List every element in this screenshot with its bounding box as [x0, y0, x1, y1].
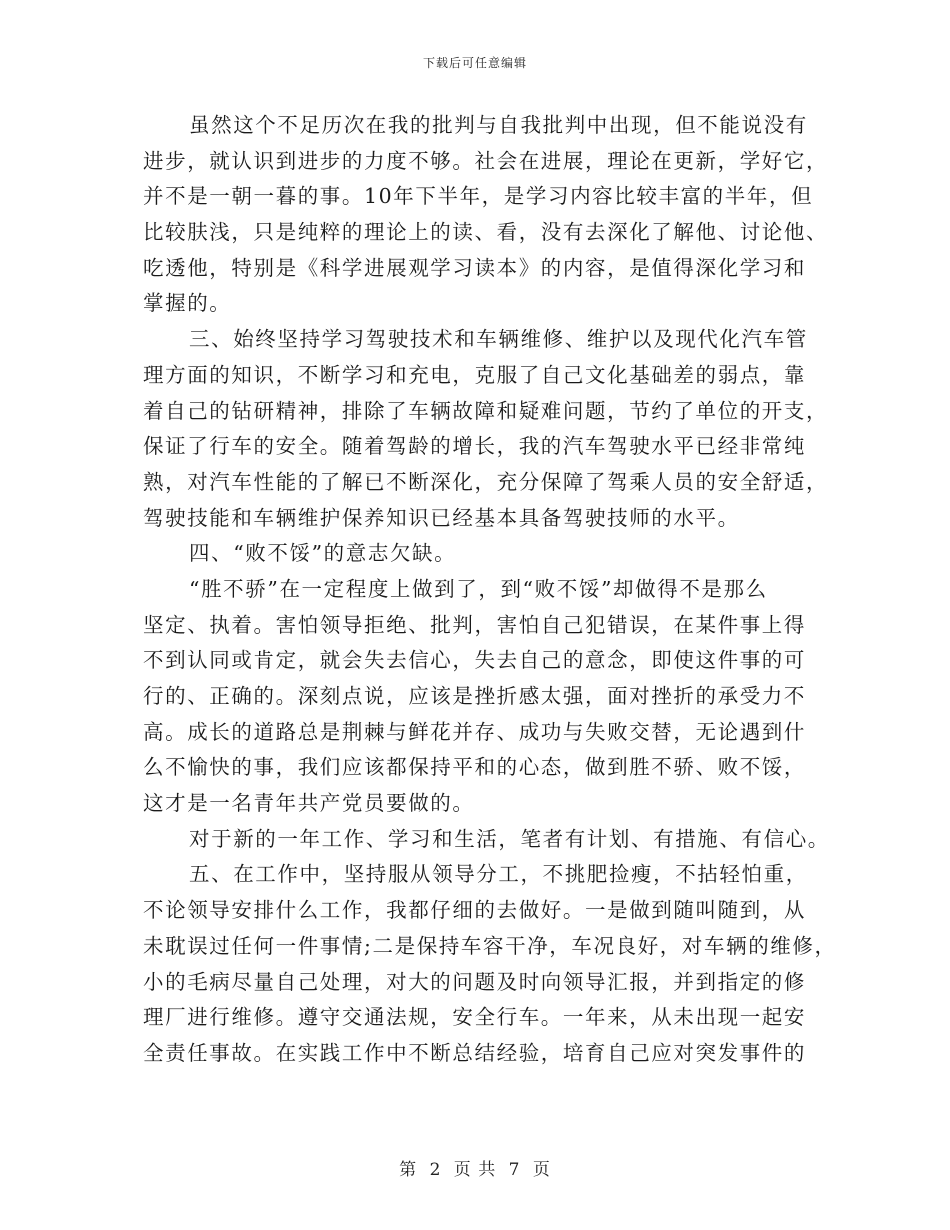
text-line: 驾驶技能和车辆维护保养知识已经基本具备驾驶技师的水平。	[143, 505, 740, 530]
text-line: 行的、正确的。深刻点说，应该是挫折感太强，面对挫折的承受力不	[143, 684, 806, 708]
footer-total-pages: 7	[508, 1160, 521, 1180]
text-line: 坚定、执着。害怕领导拒绝、批判，害怕自己犯错误，在某件事上得	[143, 612, 806, 637]
text-line: 掌握的。	[143, 291, 232, 316]
text-line: 全责任事故。在实践工作中不断总结经验，培育自己应对突发事件的	[143, 1040, 806, 1065]
footer-suffix: 页	[532, 1160, 551, 1180]
page-footer	[0, 1155, 950, 1180]
text-line: 并不是一朝一暮的事。10年下半年，是学习内容比较丰富的半年，但	[143, 184, 814, 209]
text-line: 进步，就认识到进步的力度不够。社会在进展，理论在更新，学好它，	[143, 148, 829, 173]
text-line: 比较肤浅，只是纯粹的理论上的读、看，没有去深化了解他、讨论他、	[143, 220, 829, 245]
footer-current-page: 2	[429, 1160, 442, 1180]
text-line: 不论领导安排什么工作，我都仔细的去做好。一是做到随叫随到，从	[143, 898, 806, 923]
text-line: 小的毛病尽量自己处理，对大的问题及时向领导汇报，并到指定的修	[143, 969, 806, 994]
text-line: 吃透他，特别是《科学进展观学习读本》的内容，是值得深化学习和	[143, 255, 806, 280]
text-line: 高。成长的道路总是荆棘与鲜花并存、成功与失败交替，无论遇到什	[143, 719, 806, 744]
text-line: 么不愉快的事，我们应该都保持平和的心态，做到胜不骄、败不馁，	[143, 755, 806, 780]
text-line: 不到认同或肯定，就会失去信心，失去自己的意念，即使这件事的可	[143, 648, 806, 673]
text-line: 五、在工作中，坚持服从领导分工，不挑肥捡瘦，不拈轻怕重，	[189, 862, 808, 887]
footer-prefix: 第	[399, 1160, 418, 1180]
text-line: 四、“败不馁”的意志欠缺。	[189, 541, 457, 566]
text-line: 着自己的钻研精神，排除了车辆故障和疑难问题，节约了单位的开支，	[143, 398, 829, 423]
page-header: 下载后可任意编辑	[422, 56, 527, 70]
text-line: 理厂进行维修。遵守交通法规，安全行车。一年来，从未出现一起安	[143, 1005, 806, 1030]
text-line: 保证了行车的安全。随着驾龄的增长，我的汽车驾驶水平已经非常纯	[143, 434, 806, 459]
text-line: 理方面的知识，不断学习和充电，克服了自己文化基础差的弱点，靠	[143, 362, 806, 387]
footer-middle: 页 共	[453, 1160, 497, 1180]
text-line: 虽然这个不足历次在我的批判与自我批判中出现，但不能说没有	[189, 113, 808, 137]
text-line: 三、始终坚持学习驾驶技术和车辆维修、维护以及现代化汽车管	[189, 327, 808, 352]
text-line: 这才是一名青年共产党员要做的。	[143, 791, 475, 816]
text-line: “胜不骄”在一定程度上做到了，到“败不馁”却做得不是那么	[189, 576, 768, 601]
text-line: 熟，对汽车性能的了解已不断深化，充分保障了驾乘人员的安全舒适，	[143, 469, 829, 494]
text-line: 未耽误过任何一件事情;二是保持车容干净，车况良好，对车辆的维修，	[143, 933, 837, 958]
text-line: 对于新的一年工作、学习和生活，笔者有计划、有措施、有信心。	[189, 826, 830, 851]
document-body	[143, 108, 837, 1072]
